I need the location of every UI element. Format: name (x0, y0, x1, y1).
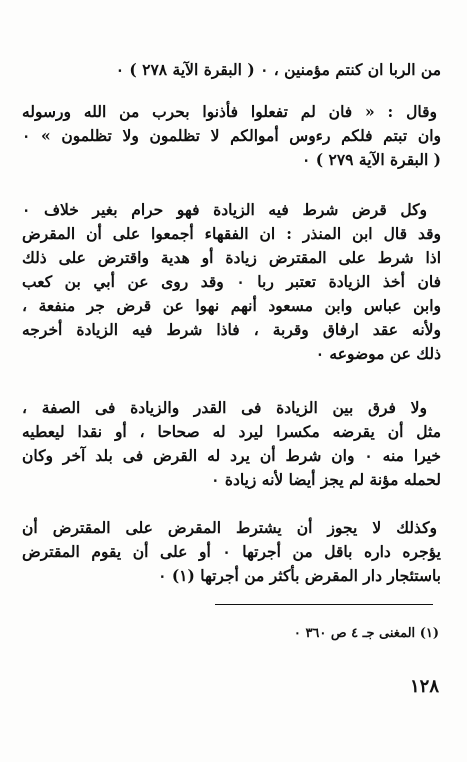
text-line: وان تبتم فلكم رءوس أموالكم لا تظلمون ولا تظلمون » ٠ (22, 126, 441, 145)
text-line: وابن عباس وابن مسعود أنهم نهوا عن قرض جر منفعة ، (22, 296, 441, 315)
text-line: وقد قال ابن المنذر : ان الفقهاء أجمعوا على أن المقرض (22, 224, 441, 243)
text-line: وكذلك لا يجوز أن يشترط المقرض على المقترض أن (22, 518, 437, 537)
text-line: وقال : « فان لم تفعلوا فأذنوا بحرب من الله ورسوله (22, 102, 437, 121)
text-line: من الربا ان كنتم مؤمنين ، ٠ ( البقرة الآية ٢٧٨ ) ٠ (115, 60, 441, 79)
text-line: وكل قرض شرط فيه الزيادة فهو حرام بغير خلاف ٠ (22, 200, 427, 219)
text-line: فان أخذ الزيادة تعتبر ربا ٠ وقد روى عن أبي بن كعب (22, 272, 441, 291)
footnote: (١) المغنى جـ ٤ ص ٣٦٠ ٠ (293, 626, 439, 641)
page-number: ١٢٨ (409, 676, 439, 697)
text-line: ولأنه عقد ارفاق وقربة ، فاذا شرط فيه الزيادة أخرجه (22, 320, 441, 339)
text-line: باستئجار دار المقرض بأكثر من أجرتها (١) ٠ (158, 566, 441, 585)
text-line: اذا شرط على المقترض زيادة أو هدية واقترض على ذلك (22, 248, 441, 267)
text-line: خيرا منه ٠ وان شرط أن يرد له القرض فى بلد آخر وكان (22, 446, 441, 465)
text-line: ( البقرة الآية ٢٧٩ ) ٠ (302, 150, 441, 169)
text-line: ذلك عن موضوعه ٠ (315, 344, 441, 363)
text-line: يؤجره داره باقل من أجرتها ٠ أو على أن يقوم المقترض (22, 542, 441, 561)
text-line: مثل أن يقرضه مكسرا ليرد له صحاحا ، أو نقدا ليعطيه (22, 422, 441, 441)
footnote-separator (215, 604, 433, 605)
text-line: لحمله مؤنة لم يجز أيضا لأنه زيادة ٠ (211, 470, 441, 489)
text-line: ولا فرق بين الزيادة فى القدر والزيادة فى الصفة ، (22, 398, 427, 417)
